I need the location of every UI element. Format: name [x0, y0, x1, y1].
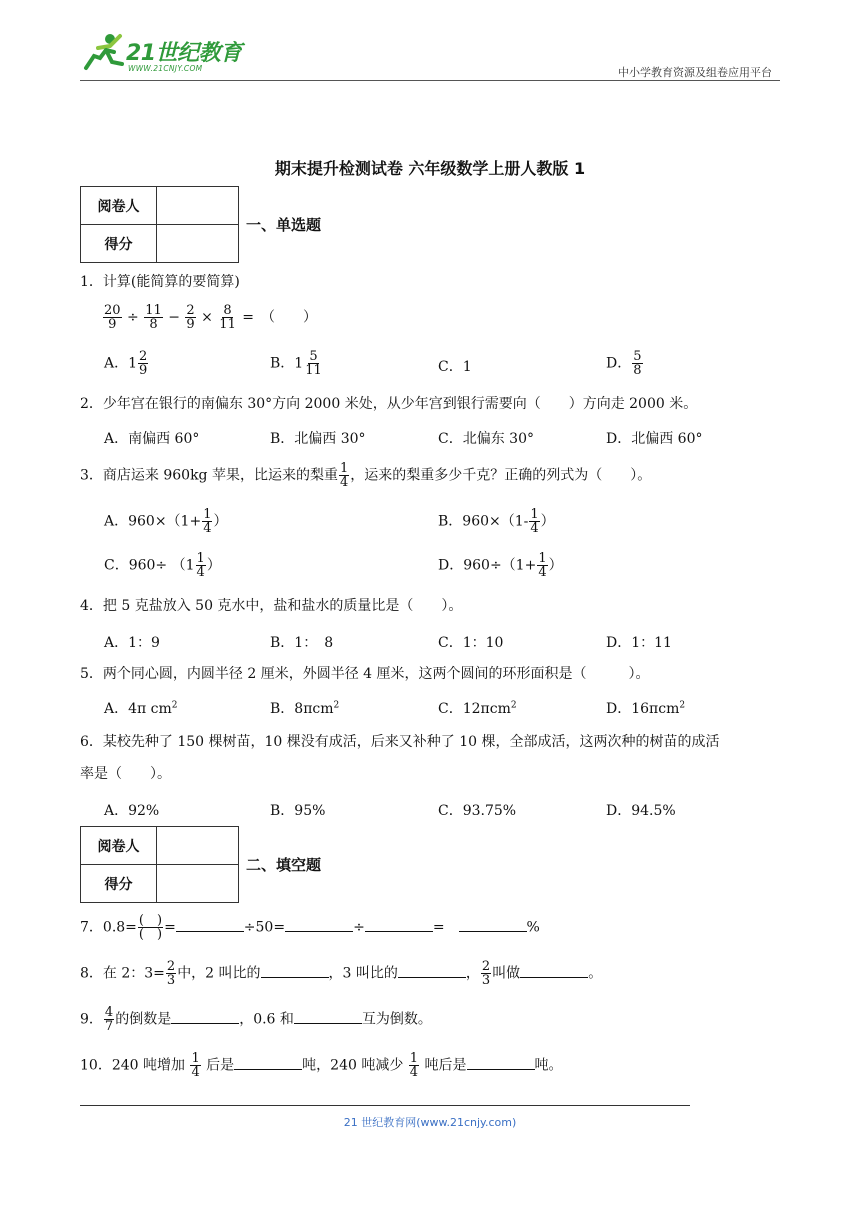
q3-option-c[interactable]: C．960÷ （1 $\frac{1}{4}$ ） — [104, 551, 221, 580]
fraction: $\frac{11}{8}$ — [145, 303, 162, 332]
question-6-line-2: 率是（ ）。 — [80, 766, 171, 782]
q1-option-d[interactable]: D． $\frac{5}{8}$ — [606, 349, 642, 378]
q4-option-a[interactable]: A．1：9 — [104, 635, 160, 651]
reviewer-label: 阅卷人 — [81, 187, 157, 225]
score-field[interactable] — [157, 865, 239, 903]
fraction: $\frac{2}{9}$ — [186, 303, 195, 332]
fraction: $\frac{8}{11}$ — [219, 303, 236, 332]
score-field[interactable] — [157, 225, 239, 263]
q5-option-b[interactable]: B．8πcm$^2$ — [270, 700, 340, 717]
question-2: 2．少年宫在银行的南偏东 30°方向 2000 米处，从少年宫到银行需要向（ ）方向走 2000 米。 — [80, 396, 698, 412]
q3-option-b[interactable]: B．960×（1- $\frac{1}{4}$ ） — [438, 507, 555, 536]
q6-option-b[interactable]: B．95% — [270, 803, 326, 819]
q4-option-d[interactable]: D．1：11 — [606, 635, 672, 651]
q2-option-a[interactable]: A．南偏西 60° — [104, 431, 200, 447]
question-4: 4．把 5 克盐放入 50 克水中，盐和盐水的质量比是（ ）。 — [80, 598, 463, 614]
header-logo — [80, 30, 250, 76]
q1-option-a[interactable]: A．1 $\frac{2}{9}$ — [104, 349, 148, 378]
score-box-2 — [80, 826, 239, 903]
reviewer-field[interactable] — [157, 187, 239, 225]
reviewer-label: 阅卷人 — [81, 827, 157, 865]
answer-blank[interactable] — [261, 966, 329, 978]
question-1-expression: $\frac{20}{9}$ ÷ $\frac{11}{8}$ − $\frac{2}{9}$ × $\frac{8}{11}$ = （ ） — [104, 303, 318, 332]
q5-option-d[interactable]: D．16πcm$^2$ — [606, 700, 686, 717]
header-tagline: 中小学教育资源及组卷应用平台 — [618, 66, 772, 79]
footer-link[interactable]: 21 世纪教育网(www.21cnjy.com) — [343, 1116, 517, 1129]
logo-url: WWW.21CNJY.COM — [128, 64, 203, 73]
answer-blank[interactable] — [176, 920, 244, 932]
question-1: 1．计算(能简算的要简算) — [80, 274, 240, 290]
answer-blank[interactable] — [398, 966, 466, 978]
answer-blank[interactable] — [171, 1012, 239, 1024]
question-8: 8．在 2：3= $\frac{2}{3}$ 中，2 叫比的 ，3 叫比的 ， $\frac{2}{3}$ 叫做 。 — [80, 959, 603, 988]
answer-blank[interactable] — [459, 920, 527, 932]
q5-option-a[interactable]: A．4π $cm^2$ — [104, 700, 178, 717]
q6-option-a[interactable]: A．92% — [104, 803, 160, 819]
answer-blank[interactable] — [520, 966, 588, 978]
page-title: 期末提升检测试卷 六年级数学上册人教版 1 — [274, 159, 586, 178]
reviewer-field[interactable] — [157, 827, 239, 865]
question-6-line-1: 6．某校先种了 150 棵树苗，10 棵没有成活，后来又补种了 10 棵，全部成活，这两次种的树苗的成活 — [80, 734, 720, 750]
q1-option-b[interactable]: B．1 $\frac{5}{11}$ — [270, 349, 322, 378]
runner-logo-icon — [80, 30, 128, 72]
q5-option-c[interactable]: C．12πcm$^2$ — [438, 700, 517, 717]
q2-option-d[interactable]: D．北偏西 60° — [606, 431, 703, 447]
answer-blank[interactable] — [294, 1012, 362, 1024]
q6-option-c[interactable]: C．93.75% — [438, 803, 517, 819]
question-5: 5．两个同心圆，内圆半径 2 厘米，外圆半径 4 厘米，这两个圆间的环形面积是（ ）。 — [80, 666, 650, 682]
question-9: 9． $\frac{4}{7}$ 的倒数是 ，0.6 和 互为倒数。 — [80, 1005, 432, 1034]
q6-option-d[interactable]: D．94.5% — [606, 803, 676, 819]
q2-option-c[interactable]: C．北偏东 30° — [438, 431, 534, 447]
q2-option-b[interactable]: B．北偏西 30° — [270, 431, 366, 447]
answer-blank[interactable] — [467, 1058, 535, 1070]
score-label: 得分 — [81, 225, 157, 263]
answer-blank[interactable] — [365, 920, 433, 932]
section-title-1: 一、单选题 — [246, 216, 322, 234]
footer-divider — [80, 1105, 690, 1106]
q3-option-d[interactable]: D．960÷（1+ $\frac{1}{4}$ ） — [438, 551, 563, 580]
q4-option-b[interactable]: B．1： 8 — [270, 635, 334, 651]
section-title-2: 二、填空题 — [246, 856, 322, 874]
q4-option-c[interactable]: C．1：10 — [438, 635, 504, 651]
logo-text: 21世纪教育 — [126, 41, 242, 66]
score-box-1 — [80, 186, 239, 263]
answer-blank[interactable] — [234, 1058, 302, 1070]
q1-option-c[interactable]: C．1 — [438, 359, 472, 375]
answer-blank[interactable] — [285, 920, 353, 932]
fraction: $\frac{20}{9}$ — [104, 303, 121, 332]
q3-option-a[interactable]: A．960×（1+ $\frac{1}{4}$ ） — [104, 507, 228, 536]
score-label: 得分 — [81, 865, 157, 903]
header-divider — [80, 80, 780, 81]
question-3: 3．商店运来 960kg 苹果，比运来的梨重 $\frac{1}{4}$ ，运来的梨重多少千克？正确的列式为（ ）。 — [80, 461, 652, 490]
question-10: 10．240 吨增加 $\frac{1}{4}$ 后是 吨，240 吨减少 $\frac{1}{4}$ 吨后是 吨。 — [80, 1051, 563, 1080]
question-7: 7．0.8= $\frac{( )}{( )}$ = ÷50= ÷ = % — [80, 913, 540, 942]
